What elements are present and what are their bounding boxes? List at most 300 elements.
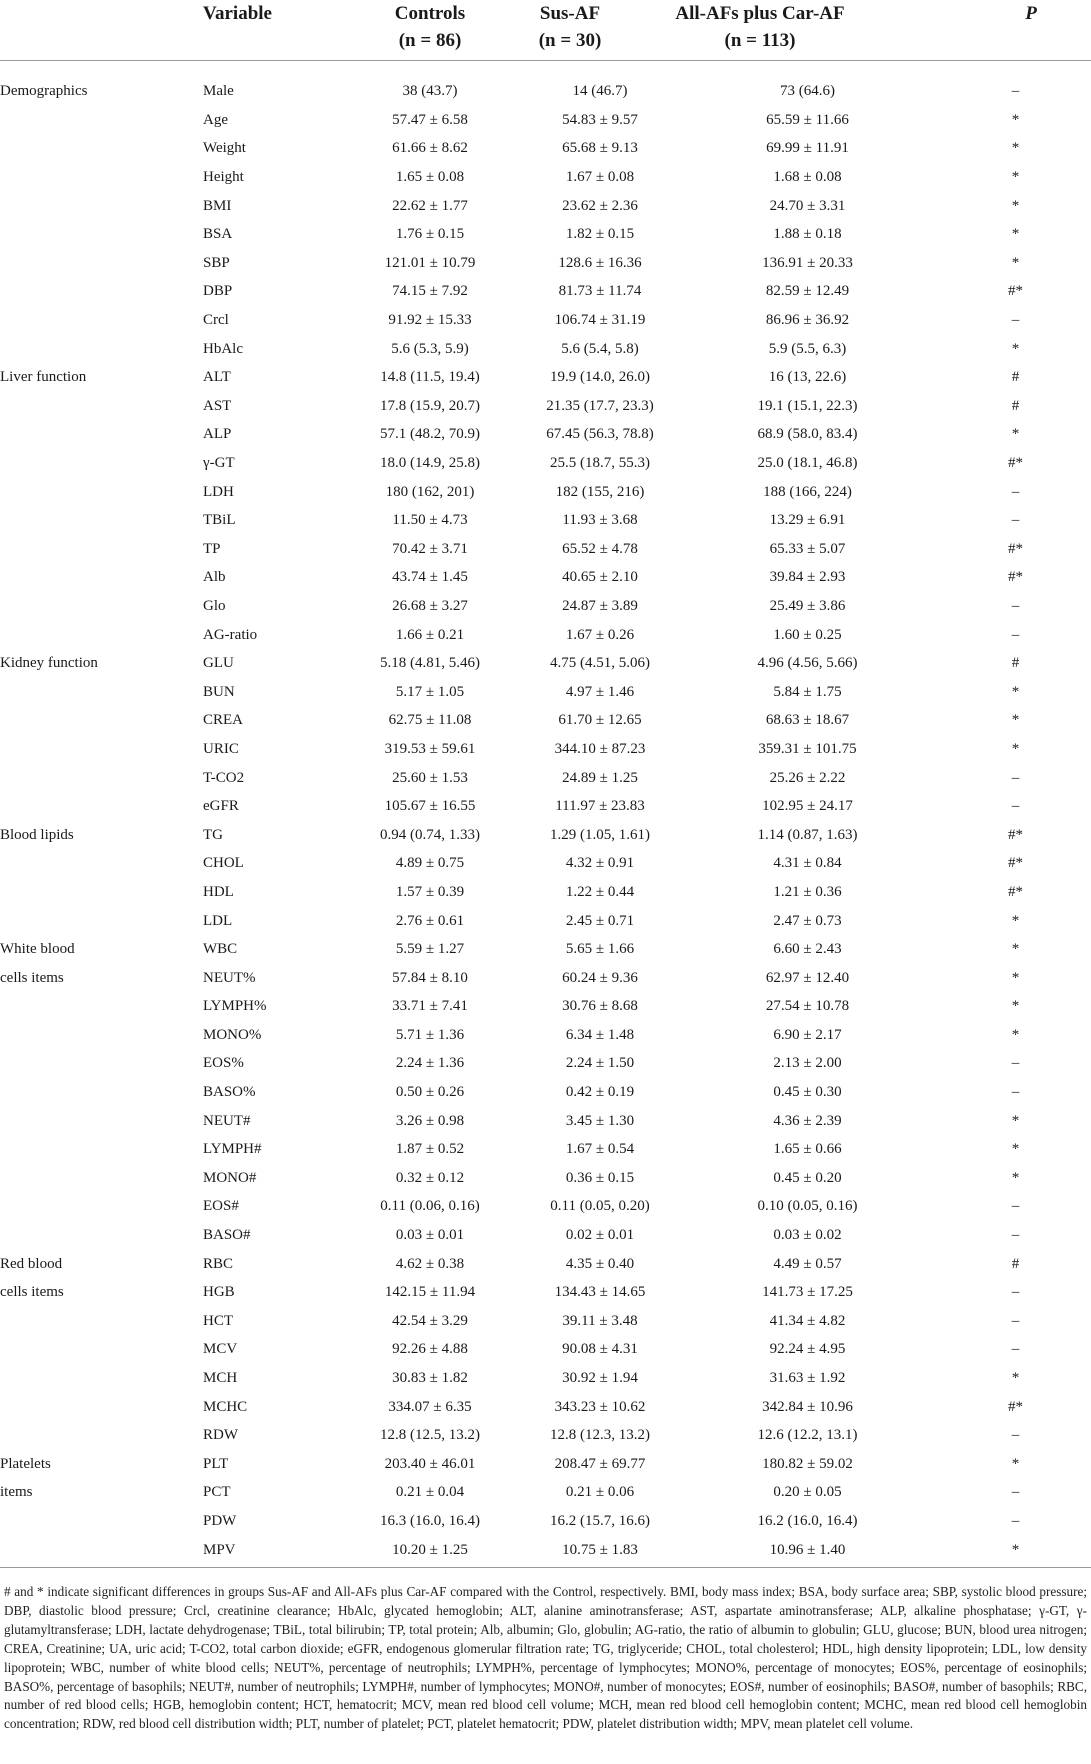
row-controls-value: 43.74 ± 1.45 <box>392 569 468 586</box>
row-allafs-value: 24.70 ± 3.31 <box>769 197 846 214</box>
row-susaf-value: 24.89 ± 1.25 <box>562 769 638 786</box>
row-allafs-value: 10.96 ± 1.40 <box>769 1541 846 1558</box>
row-category: Kidney function <box>0 655 98 672</box>
row-p-value: # <box>1011 655 1020 672</box>
table-row <box>0 163 1091 192</box>
row-allafs-value: 19.1 (15.1, 22.3) <box>757 397 858 414</box>
table-row <box>0 992 1091 1021</box>
row-allafs-value: 0.45 ± 0.30 <box>773 1084 842 1101</box>
row-controls-value: 0.32 ± 0.12 <box>395 1169 465 1186</box>
row-susaf-value: 24.87 ± 3.89 <box>562 597 638 614</box>
row-p-value: * <box>1011 998 1020 1015</box>
row-category <box>0 506 203 535</box>
row-variable: Crcl <box>203 312 229 329</box>
row-variable: HDL <box>203 883 234 900</box>
row-susaf-value: 4.35 ± 0.40 <box>565 1255 635 1272</box>
table-row <box>0 1335 1091 1364</box>
row-category <box>0 334 203 363</box>
row-susaf-value: 111.97 ± 23.83 <box>555 798 645 815</box>
row-variable: MPV <box>203 1541 236 1558</box>
row-controls-value: 2.24 ± 1.36 <box>395 1055 465 1072</box>
row-variable: CHOL <box>203 855 244 872</box>
row-p-value: * <box>1011 340 1020 357</box>
row-variable: EOS% <box>203 1055 244 1072</box>
row-p-value: – <box>1011 1484 1020 1501</box>
row-controls-value: 0.94 (0.74, 1.33) <box>380 826 480 843</box>
table-row <box>0 506 1091 535</box>
row-susaf-value: 4.75 (4.51, 5.06) <box>550 655 650 672</box>
row-category <box>0 191 203 220</box>
row-variable: EOS# <box>203 1198 239 1215</box>
row-controls-value: 18.0 (14.9, 25.8) <box>380 455 480 472</box>
row-allafs-value: 12.6 (12.2, 13.1) <box>757 1427 858 1444</box>
row-category <box>0 563 203 592</box>
row-susaf-value: 182 (155, 216) <box>555 483 645 500</box>
row-category <box>0 449 203 478</box>
table-row <box>0 249 1091 278</box>
table-row <box>0 106 1091 135</box>
row-variable: NEUT% <box>203 969 256 986</box>
row-susaf-value: 106.74 ± 31.19 <box>554 312 646 329</box>
row-susaf-value: 21.35 (17.7, 23.3) <box>546 397 654 414</box>
row-category <box>0 620 203 649</box>
row-category <box>0 592 203 621</box>
row-susaf-value: 14 (46.7) <box>572 83 628 100</box>
row-controls-value: 57.84 ± 8.10 <box>392 969 468 986</box>
row-variable: ALP <box>203 426 232 443</box>
row-susaf-value: 134.43 ± 14.65 <box>554 1284 646 1301</box>
row-allafs-value: 25.49 ± 3.86 <box>769 597 846 614</box>
row-variable: TP <box>203 540 221 557</box>
table-row <box>0 792 1091 821</box>
row-p-value: – <box>1011 83 1020 100</box>
row-variable: GLU <box>203 655 234 672</box>
row-susaf-value: 10.75 ± 1.83 <box>562 1541 638 1558</box>
row-variable: MONO% <box>203 1026 262 1043</box>
row-variable: AG-ratio <box>203 626 258 643</box>
row-controls-value: 57.1 (48.2, 70.9) <box>380 426 480 443</box>
row-susaf-value: 128.6 ± 16.36 <box>558 254 642 271</box>
row-controls-value: 61.66 ± 8.62 <box>392 140 468 157</box>
row-allafs-value: 4.31 ± 0.84 <box>773 855 842 872</box>
row-variable: ALT <box>203 369 231 386</box>
table-row <box>0 1507 1091 1536</box>
row-variable: SBP <box>203 254 230 271</box>
row-susaf-value: 344.10 ± 87.23 <box>554 740 646 757</box>
row-category <box>0 1335 203 1364</box>
row-susaf-value: 3.45 ± 1.30 <box>565 1112 635 1129</box>
row-controls-value: 1.65 ± 0.08 <box>395 169 465 186</box>
table-row <box>0 1106 1091 1135</box>
row-controls-value: 3.26 ± 0.98 <box>395 1112 465 1129</box>
row-controls-value: 74.15 ± 7.92 <box>392 283 468 300</box>
row-p-value: * <box>1011 1541 1020 1558</box>
row-p-value: – <box>1011 1227 1020 1244</box>
table-row <box>0 620 1091 649</box>
row-p-value: # <box>1011 397 1020 414</box>
header-variable <box>203 0 283 27</box>
row-allafs-value: 6.90 ± 2.17 <box>773 1026 842 1043</box>
row-susaf-value: 39.11 ± 3.48 <box>562 1312 638 1329</box>
row-variable: MONO# <box>203 1169 257 1186</box>
row-category: items <box>0 1484 33 1501</box>
row-susaf-value: 208.47 ± 69.77 <box>554 1455 646 1472</box>
row-allafs-value: 4.96 (4.56, 5.66) <box>757 655 858 672</box>
row-category <box>0 735 203 764</box>
row-category: Demographics <box>0 83 88 100</box>
row-allafs-value: 141.73 ± 17.25 <box>762 1284 853 1301</box>
row-susaf-value: 90.08 ± 4.31 <box>562 1341 638 1358</box>
row-susaf-value: 0.42 ± 0.19 <box>565 1084 635 1101</box>
table-row <box>0 449 1091 478</box>
header-p <box>1011 0 1051 27</box>
row-category <box>0 306 203 335</box>
row-controls-value: 12.8 (12.5, 13.2) <box>380 1427 480 1444</box>
row-p-value: * <box>1011 683 1020 700</box>
row-p-value: – <box>1011 597 1020 614</box>
row-p-value: – <box>1011 512 1020 529</box>
row-category <box>0 1535 203 1564</box>
row-allafs-value: 62.97 ± 12.40 <box>765 969 850 986</box>
row-controls-value: 33.71 ± 7.41 <box>392 998 468 1015</box>
row-variable: LYMPH# <box>203 1141 262 1158</box>
row-susaf-value: 25.5 (18.7, 55.3) <box>550 455 650 472</box>
row-p-value: #* <box>1008 455 1023 472</box>
row-p-value: #* <box>1008 855 1023 872</box>
row-allafs-value: 68.9 (58.0, 83.4) <box>757 426 858 443</box>
row-controls-value: 25.60 ± 1.53 <box>392 769 468 786</box>
row-controls-value: 5.18 (4.81, 5.46) <box>380 655 480 672</box>
row-category <box>0 677 203 706</box>
row-variable: BASO% <box>203 1084 256 1101</box>
row-allafs-value: 92.24 ± 4.95 <box>769 1341 846 1358</box>
row-category: White blood <box>0 941 75 958</box>
row-controls-value: 105.67 ± 16.55 <box>384 798 476 815</box>
row-controls-value: 16.3 (16.0, 16.4) <box>380 1512 480 1529</box>
row-p-value: – <box>1011 798 1020 815</box>
row-allafs-value: 69.99 ± 11.91 <box>766 140 849 157</box>
row-allafs-value: 188 (166, 224) <box>763 483 852 500</box>
header-controls-n: (n = 86) <box>398 30 462 51</box>
row-variable: MCH <box>203 1370 238 1387</box>
row-p-value: # <box>1011 369 1020 386</box>
row-allafs-value: 1.60 ± 0.25 <box>773 626 842 643</box>
row-susaf-value: 2.45 ± 0.71 <box>565 912 635 929</box>
row-allafs-value: 86.96 ± 36.92 <box>765 312 850 329</box>
table-row <box>0 420 1091 449</box>
row-category <box>0 220 203 249</box>
row-susaf-value: 11.93 ± 3.68 <box>562 512 638 529</box>
table-row <box>0 77 1091 106</box>
table-row <box>0 1221 1091 1250</box>
row-allafs-value: 1.14 (0.87, 1.63) <box>757 826 858 843</box>
row-allafs-value: 73 (64.6) <box>780 83 835 100</box>
row-variable: TG <box>203 826 223 843</box>
row-p-value: – <box>1011 1055 1020 1072</box>
row-category: Platelets <box>0 1455 51 1472</box>
row-susaf-value: 5.6 (5.4, 5.8) <box>561 340 639 357</box>
row-variable: PCT <box>203 1484 231 1501</box>
row-p-value: – <box>1011 312 1020 329</box>
row-allafs-value: 27.54 ± 10.78 <box>765 998 850 1015</box>
row-susaf-value: 0.21 ± 0.06 <box>565 1484 635 1501</box>
row-category <box>0 706 203 735</box>
row-controls-value: 0.11 (0.06, 0.16) <box>380 1198 480 1215</box>
table-row <box>0 1307 1091 1336</box>
row-category: cells items <box>0 969 64 986</box>
row-controls-value: 11.50 ± 4.73 <box>392 512 468 529</box>
row-controls-value: 4.62 ± 0.38 <box>395 1255 465 1272</box>
row-controls-value: 70.42 ± 3.71 <box>392 540 468 557</box>
row-allafs-value: 0.10 (0.05, 0.16) <box>757 1198 858 1215</box>
table-row <box>0 763 1091 792</box>
row-controls-value: 180 (162, 201) <box>385 483 475 500</box>
row-susaf-value: 0.11 (0.05, 0.20) <box>550 1198 650 1215</box>
row-susaf-value: 65.52 ± 4.78 <box>562 540 638 557</box>
row-variable: PLT <box>203 1455 229 1472</box>
row-controls-value: 0.03 ± 0.01 <box>395 1227 465 1244</box>
table-row <box>0 878 1091 907</box>
row-controls-value: 5.6 (5.3, 5.9) <box>391 340 469 357</box>
row-controls-value: 334.07 ± 6.35 <box>388 1398 472 1415</box>
row-controls-value: 203.40 ± 46.01 <box>384 1455 476 1472</box>
row-allafs-value: 5.84 ± 1.75 <box>773 683 842 700</box>
row-p-value: – <box>1011 626 1020 643</box>
table-row <box>0 1078 1091 1107</box>
table-row <box>0 1478 1091 1507</box>
row-category <box>0 992 203 1021</box>
row-category <box>0 849 203 878</box>
row-controls-value: 1.76 ± 0.15 <box>395 226 465 243</box>
table-row <box>0 363 1091 392</box>
row-category <box>0 763 203 792</box>
row-p-value: * <box>1011 226 1020 243</box>
row-susaf-value: 67.45 (56.3, 78.8) <box>546 426 654 443</box>
row-p-value: #* <box>1008 569 1023 586</box>
row-controls-value: 5.59 ± 1.27 <box>395 941 465 958</box>
row-allafs-value: 1.65 ± 0.66 <box>773 1141 842 1158</box>
table-row <box>0 392 1091 421</box>
row-susaf-value: 12.8 (12.3, 13.2) <box>550 1427 650 1444</box>
row-controls-value: 4.89 ± 0.75 <box>395 855 465 872</box>
row-category <box>0 878 203 907</box>
row-variable: CREA <box>203 712 244 729</box>
row-category <box>0 792 203 821</box>
row-variable: γ-GT <box>203 455 235 472</box>
row-susaf-value: 1.67 ± 0.08 <box>565 169 635 186</box>
header-p-label: P <box>1025 3 1037 24</box>
table-row <box>0 134 1091 163</box>
row-p-value: – <box>1011 1341 1020 1358</box>
row-variable: Weight <box>203 140 246 157</box>
row-controls-value: 0.50 ± 0.26 <box>395 1084 465 1101</box>
row-category <box>0 1364 203 1393</box>
table-row <box>0 849 1091 878</box>
row-p-value: * <box>1011 1455 1020 1472</box>
row-allafs-value: 0.45 ± 0.20 <box>773 1169 842 1186</box>
row-category: Liver function <box>0 369 87 386</box>
row-variable: WBC <box>203 941 238 958</box>
row-variable: PDW <box>203 1512 237 1529</box>
row-variable: eGFR <box>203 798 239 815</box>
row-p-value: * <box>1011 969 1020 986</box>
header-variable-label: Variable <box>203 3 272 24</box>
row-susaf-value: 6.34 ± 1.48 <box>565 1026 635 1043</box>
row-category <box>0 535 203 564</box>
table-row <box>0 334 1091 363</box>
row-p-value: * <box>1011 426 1020 443</box>
table-body <box>0 77 1091 1564</box>
row-category <box>0 1221 203 1250</box>
row-variable: AST <box>203 397 232 414</box>
row-susaf-value: 30.76 ± 8.68 <box>562 998 638 1015</box>
row-p-value: #* <box>1008 826 1023 843</box>
row-category <box>0 420 203 449</box>
row-category: cells items <box>0 1284 64 1301</box>
row-variable: LYMPH% <box>203 998 267 1015</box>
row-p-value: * <box>1011 169 1020 186</box>
row-category: Blood lipids <box>0 826 74 843</box>
row-p-value: – <box>1011 769 1020 786</box>
row-allafs-value: 359.31 ± 101.75 <box>758 740 857 757</box>
row-allafs-value: 2.13 ± 2.00 <box>773 1055 842 1072</box>
row-category <box>0 906 203 935</box>
row-p-value: * <box>1011 1141 1020 1158</box>
row-controls-value: 14.8 (11.5, 19.4) <box>380 369 480 386</box>
table-row <box>0 706 1091 735</box>
table-row <box>0 1278 1091 1307</box>
table-row <box>0 220 1091 249</box>
row-category <box>0 1421 203 1450</box>
row-p-value: #* <box>1008 540 1023 557</box>
data-table <box>0 77 1091 1564</box>
row-allafs-value: 2.47 ± 0.73 <box>773 912 842 929</box>
row-category <box>0 277 203 306</box>
row-category <box>0 477 203 506</box>
header-rule <box>0 60 1091 61</box>
row-susaf-value: 60.24 ± 9.36 <box>562 969 638 986</box>
row-allafs-value: 68.63 ± 18.67 <box>765 712 850 729</box>
row-category <box>0 106 203 135</box>
row-allafs-value: 1.68 ± 0.08 <box>773 169 842 186</box>
row-p-value: * <box>1011 1112 1020 1129</box>
row-variable: Age <box>203 111 228 128</box>
row-p-value: # <box>1011 1255 1020 1272</box>
table-row <box>0 935 1091 964</box>
row-allafs-value: 25.26 ± 2.22 <box>769 769 846 786</box>
row-allafs-value: 4.49 ± 0.57 <box>773 1255 842 1272</box>
row-p-value: – <box>1011 1512 1020 1529</box>
row-allafs-value: 13.29 ± 6.91 <box>769 512 846 529</box>
row-controls-value: 26.68 ± 3.27 <box>392 597 468 614</box>
row-controls-value: 5.71 ± 1.36 <box>395 1026 465 1043</box>
row-controls-value: 10.20 ± 1.25 <box>392 1541 468 1558</box>
row-p-value: * <box>1011 740 1020 757</box>
row-controls-value: 57.47 ± 6.58 <box>392 111 468 128</box>
row-susaf-value: 65.68 ± 9.13 <box>562 140 638 157</box>
row-allafs-value: 4.36 ± 2.39 <box>773 1112 842 1129</box>
row-category <box>0 1507 203 1536</box>
table-row <box>0 1249 1091 1278</box>
row-category <box>0 1392 203 1421</box>
table-row <box>0 1450 1091 1479</box>
row-controls-value: 1.87 ± 0.52 <box>395 1141 465 1158</box>
row-category <box>0 1106 203 1135</box>
row-variable: BSA <box>203 226 233 243</box>
row-allafs-value: 1.88 ± 0.18 <box>773 226 842 243</box>
row-variable: Glo <box>203 597 226 614</box>
row-controls-value: 121.01 ± 10.79 <box>384 254 476 271</box>
row-category <box>0 1192 203 1221</box>
row-p-value: – <box>1011 1284 1020 1301</box>
row-variable: RDW <box>203 1427 238 1444</box>
header-allafs <box>640 0 880 54</box>
row-allafs-value: 0.20 ± 0.05 <box>773 1484 842 1501</box>
row-variable: HGB <box>203 1284 235 1301</box>
table-footnote: # and * indicate significant differences in groups Sus-AF and All-AFs plus Car-AF compared with the Control, respectively. BMI, body mass index; BSA, body surface area; SBP, systolic blood pressure; DBP, diastolic blood pressure; Crcl, creatinine clearance; HbAlc, glycated hemoglobin; ALT, alanine aminotransferase; AST, aspartate aminotransferase; ALP, alkaline phosphatase; γ-GT, γ-glutamyltransferase; LDH, lactate dehydrogenase; TBiL, total bilirubin; TP, total protein; Alb, albumin; Glo, globulin; AG-ratio, the ratio of albumin to globulin; GLU, glucose; BUN, blood urea nitrogen; CREA, Creatinine; UA, uric acid; T-CO2, total carbon dioxide; eGFR, endogenous glomerular filtration rate; TG, triglyceride; CHOL, total cholesterol; HDL, high density lipoprotein; LDL, low density lipoprotein; WBC, number of white blood cells; NEUT%, percentage of neutrophils; LYMPH%, percentage of lymphocytes; MONO%, percentage of monocytes; EOS%, percentage of eosinophils; BASO%, percentage of basophils; NEUT#, number of neutrophils; LYMPH#, number of lymphocytes; MONO#, number of monocytes; EOS#, number of eosinophils; BASO#, number of basophils; RBC, number of red blood cells; HGB, hemoglobin content; HCT, hematocrit; MCV, mean red blood cell volume; MCH, mean red blood cell hemoglobin content; MCHC, mean red blood cell hemoglobin concentration; RDW, red blood cell distribution width; PLT, number of platelet; PCT, platelet hematocrit; PDW, platelet distribution width; MPV, mean platelet cell volume. <box>4 1584 1087 1732</box>
row-p-value: – <box>1011 1198 1020 1215</box>
row-variable: BUN <box>203 683 235 700</box>
header-allafs-n: (n = 113) <box>724 30 796 51</box>
row-p-value: * <box>1011 1026 1020 1043</box>
table-row <box>0 1164 1091 1193</box>
row-allafs-value: 5.9 (5.5, 6.3) <box>768 340 847 357</box>
row-controls-value: 62.75 ± 11.08 <box>388 712 472 729</box>
bottom-rule <box>0 1567 1091 1568</box>
row-p-value: * <box>1011 197 1020 214</box>
row-category: Red blood <box>0 1255 63 1272</box>
row-allafs-value: 180.82 ± 59.02 <box>762 1455 853 1472</box>
row-p-value: * <box>1011 1169 1020 1186</box>
row-allafs-value: 102.95 ± 24.17 <box>762 798 853 815</box>
row-controls-value: 0.21 ± 0.04 <box>395 1484 465 1501</box>
row-susaf-value: 1.22 ± 0.44 <box>565 883 635 900</box>
row-allafs-value: 65.33 ± 5.07 <box>769 540 846 557</box>
header-susaf-label: Sus-AF <box>539 3 601 24</box>
row-variable: HbAlc <box>203 340 243 357</box>
row-susaf-value: 1.67 ± 0.54 <box>565 1141 635 1158</box>
row-allafs-value: 25.0 (18.1, 46.8) <box>757 455 858 472</box>
row-allafs-value: 6.60 ± 2.43 <box>773 941 842 958</box>
table-row <box>0 820 1091 849</box>
row-controls-value: 142.15 ± 11.94 <box>384 1284 476 1301</box>
row-p-value: * <box>1011 1370 1020 1387</box>
table-row <box>0 477 1091 506</box>
row-variable: URIC <box>203 740 239 757</box>
row-susaf-value: 23.62 ± 2.36 <box>562 197 638 214</box>
table-row <box>0 563 1091 592</box>
row-allafs-value: 41.34 ± 4.82 <box>769 1312 846 1329</box>
row-controls-value: 2.76 ± 0.61 <box>395 912 465 929</box>
row-category <box>0 1021 203 1050</box>
row-variable: LDH <box>203 483 234 500</box>
row-allafs-value: 82.59 ± 12.49 <box>765 283 850 300</box>
row-susaf-value: 0.36 ± 0.15 <box>565 1169 635 1186</box>
row-controls-value: 1.66 ± 0.21 <box>395 626 465 643</box>
row-p-value: * <box>1011 712 1020 729</box>
row-allafs-value: 31.63 ± 1.92 <box>769 1370 846 1387</box>
table-row <box>0 592 1091 621</box>
row-p-value: * <box>1011 254 1020 271</box>
row-allafs-value: 65.59 ± 11.66 <box>766 111 849 128</box>
row-susaf-value: 0.02 ± 0.01 <box>565 1227 635 1244</box>
row-controls-value: 30.83 ± 1.82 <box>392 1370 468 1387</box>
row-p-value: * <box>1011 111 1020 128</box>
row-p-value: #* <box>1008 283 1023 300</box>
row-p-value: – <box>1011 483 1020 500</box>
row-p-value: #* <box>1008 1398 1023 1415</box>
row-allafs-value: 1.21 ± 0.36 <box>773 883 842 900</box>
